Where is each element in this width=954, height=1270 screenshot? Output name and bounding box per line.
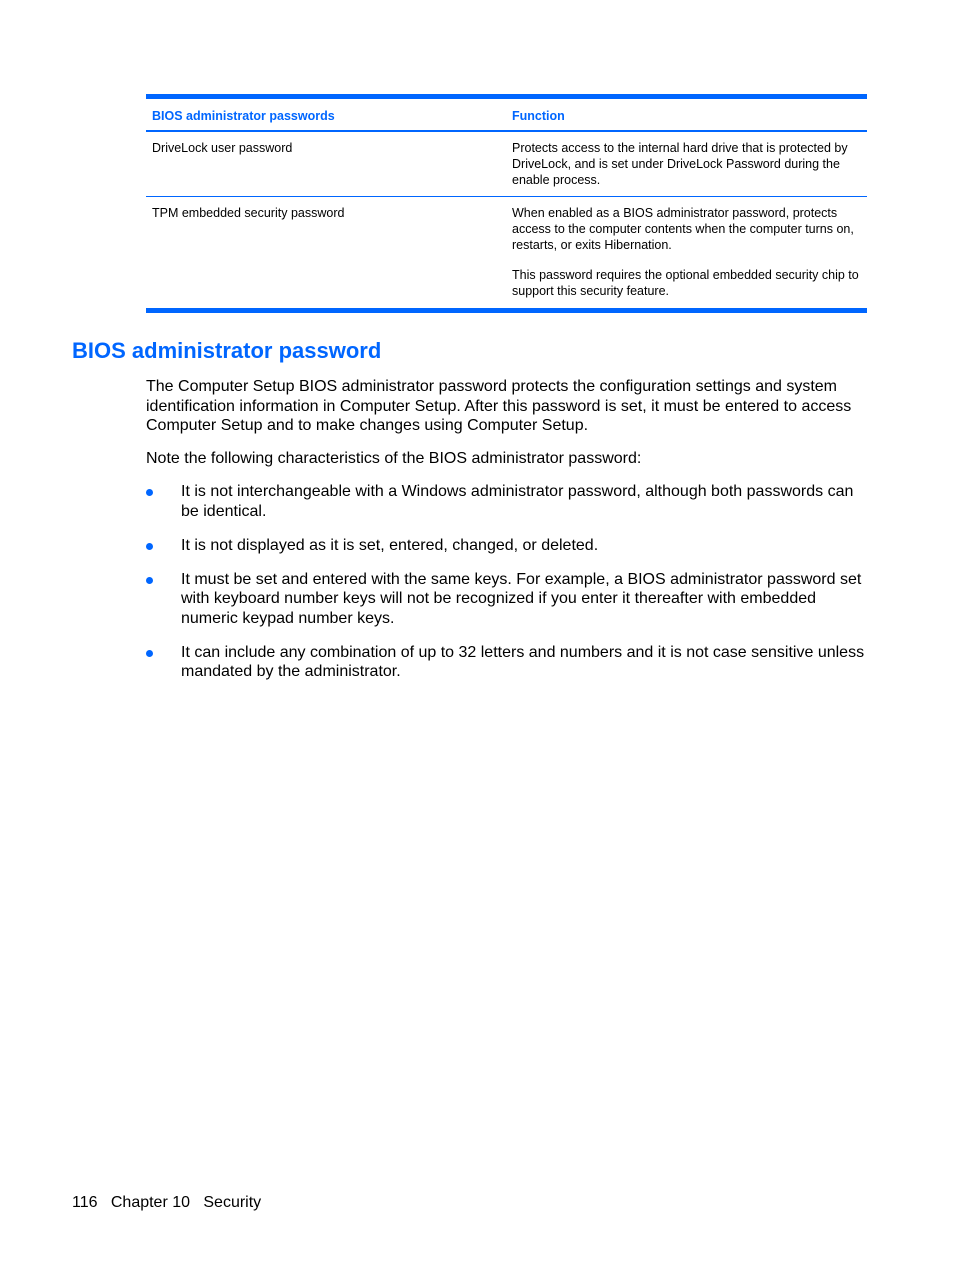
- table-row: [146, 197, 867, 311]
- bullet-icon: [146, 650, 153, 657]
- bullet-icon: [146, 489, 153, 496]
- bullet-icon: [146, 577, 153, 584]
- list-item-text: It must be set and entered with the same keys. For example, a BIOS administrator password set with keyboard number keys will not be recognized if you enter it thereafter with embedded numeric keypad number keys.: [181, 570, 862, 627]
- note-paragraph: Note the following characteristics of the BIOS administrator password:: [146, 450, 642, 467]
- password-name-cell: TPM embedded security password: [152, 206, 345, 220]
- function-text: When enabled as a BIOS administrator password, protects access to the computer contents when the computer turns on, restarts, or exits Hibernation.: [512, 206, 854, 252]
- column-header-password: BIOS administrator passwords: [146, 97, 506, 132]
- list-item: [146, 536, 868, 556]
- table-header-row: [146, 97, 867, 132]
- list-item-text: It can include any combination of up to 32 letters and numbers and it is not case sensitive unless mandated by the administrator.: [181, 643, 865, 680]
- function-text: Protects access to the internal hard drive that is protected by DriveLock, and is set under DriveLock Password during the enable process.: [512, 141, 848, 187]
- password-name-cell: DriveLock user password: [146, 131, 506, 197]
- function-cell: [506, 197, 867, 311]
- list-item-text: It is not displayed as it is set, entered, changed, or deleted.: [181, 536, 599, 554]
- list-item: [146, 482, 868, 521]
- function-text: This password requires the optional embedded security chip to support this security feature.: [512, 268, 859, 298]
- list-item-text: It is not interchangeable with a Windows administrator password, although both passwords can be identical.: [181, 483, 854, 520]
- list-item: [146, 643, 868, 682]
- bullet-icon: [146, 543, 153, 550]
- function-cell: [506, 131, 867, 197]
- column-header-function: Function: [506, 97, 867, 132]
- list-item: [146, 570, 868, 629]
- table-row: [146, 131, 867, 197]
- password-table: [146, 94, 867, 313]
- intro-paragraph: The Computer Setup BIOS administrator password protects the configuration settings and system identification information in Computer Setup. After this password is set, it must be entered to access Computer Setup and to make changes using Computer Setup.: [146, 378, 852, 434]
- section-heading: BIOS administrator password: [72, 338, 382, 363]
- section-label: Security: [203, 1194, 262, 1211]
- page-number: 116: [72, 1194, 98, 1211]
- characteristics-list: [146, 482, 868, 696]
- chapter-label: Chapter 10: [110, 1194, 191, 1211]
- page-footer: [72, 1193, 261, 1212]
